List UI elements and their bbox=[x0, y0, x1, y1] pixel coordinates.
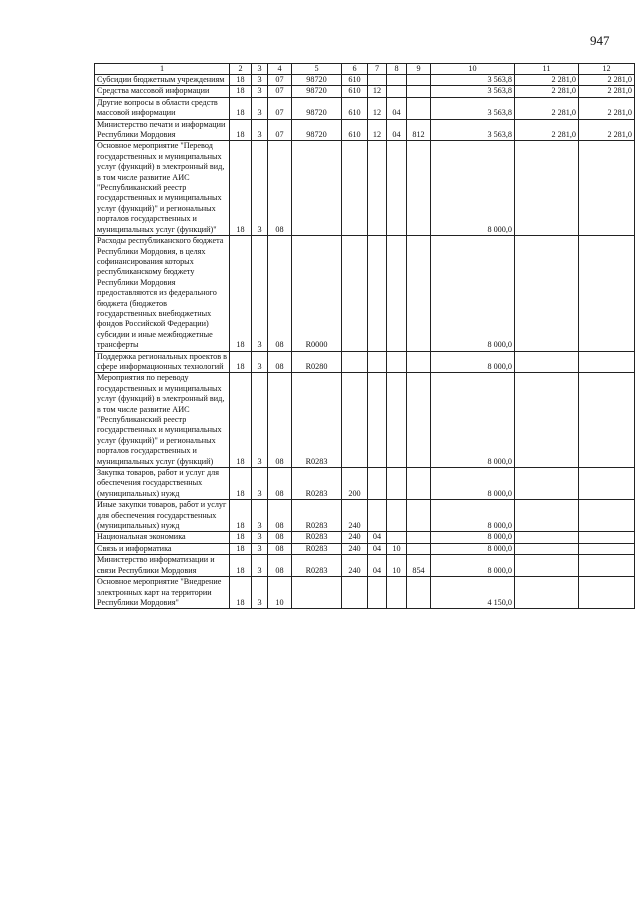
amount-col11-cell bbox=[515, 532, 579, 543]
target-article-cell: 98720 bbox=[292, 97, 342, 119]
code-cell: 07 bbox=[268, 86, 292, 97]
column-header: 6 bbox=[342, 64, 368, 75]
ministry-code-cell bbox=[407, 468, 431, 500]
row-name-cell: Средства массовой информации bbox=[95, 86, 230, 97]
target-article-cell: R0283 bbox=[292, 373, 342, 468]
amount-col10-cell: 8 000,0 bbox=[431, 500, 515, 532]
chapter-cell: 12 bbox=[368, 97, 387, 119]
code-cell: 08 bbox=[268, 532, 292, 543]
table-row bbox=[95, 75, 635, 86]
code-cell: 08 bbox=[268, 555, 292, 577]
section-cell: 18 bbox=[230, 236, 252, 351]
expense-type-cell bbox=[342, 236, 368, 351]
chapter-cell: 04 bbox=[368, 555, 387, 577]
amount-col11-cell bbox=[515, 500, 579, 532]
column-header: 5 bbox=[292, 64, 342, 75]
table-row bbox=[95, 543, 635, 554]
expense-type-cell bbox=[342, 373, 368, 468]
section-cell: 18 bbox=[230, 119, 252, 141]
table-row bbox=[95, 532, 635, 543]
target-article-cell: R0000 bbox=[292, 236, 342, 351]
amount-col11-cell bbox=[515, 351, 579, 373]
table-row bbox=[95, 500, 635, 532]
page-number: 947 bbox=[590, 33, 610, 48]
row-name-cell: Мероприятия по переводу государственных и муниципальных услуг (функций) в электронный вид, в том числе развитие АИС "Республиканский реестр государственных и муниципальных услуг (функций)" и региональных порталов государственных и муниципальных услуг (функций) bbox=[95, 373, 230, 468]
table-header-row bbox=[95, 64, 635, 75]
table-row bbox=[95, 86, 635, 97]
ministry-code-cell bbox=[407, 75, 431, 86]
row-name-cell: Связь и информатика bbox=[95, 543, 230, 554]
chapter-cell bbox=[368, 468, 387, 500]
table-row bbox=[95, 119, 635, 141]
target-article-cell: 98720 bbox=[292, 86, 342, 97]
amount-col11-cell bbox=[515, 373, 579, 468]
subchapter-cell bbox=[387, 236, 407, 351]
ministry-code-cell bbox=[407, 97, 431, 119]
amount-col10-cell: 8 000,0 bbox=[431, 236, 515, 351]
subsection-cell: 3 bbox=[252, 97, 268, 119]
subchapter-cell: 10 bbox=[387, 543, 407, 554]
column-header: 4 bbox=[268, 64, 292, 75]
column-header: 1 bbox=[95, 64, 230, 75]
column-header: 10 bbox=[431, 64, 515, 75]
subchapter-cell: 04 bbox=[387, 119, 407, 141]
code-cell: 08 bbox=[268, 468, 292, 500]
target-article-cell: R0283 bbox=[292, 543, 342, 554]
amount-col11-cell: 2 281,0 bbox=[515, 119, 579, 141]
expense-type-cell: 610 bbox=[342, 119, 368, 141]
code-cell: 08 bbox=[268, 500, 292, 532]
column-header: 11 bbox=[515, 64, 579, 75]
table-row bbox=[95, 141, 635, 236]
code-cell: 08 bbox=[268, 351, 292, 373]
amount-col11-cell bbox=[515, 141, 579, 236]
subsection-cell: 3 bbox=[252, 119, 268, 141]
table-row bbox=[95, 577, 635, 609]
chapter-cell bbox=[368, 75, 387, 86]
row-name-cell: Другие вопросы в области средств массовой информации bbox=[95, 97, 230, 119]
row-name-cell: Поддержка региональных проектов в сфере информационных технологий bbox=[95, 351, 230, 373]
section-cell: 18 bbox=[230, 97, 252, 119]
amount-col11-cell: 2 281,0 bbox=[515, 97, 579, 119]
code-cell: 07 bbox=[268, 97, 292, 119]
expense-type-cell: 610 bbox=[342, 97, 368, 119]
row-name-cell: Иные закупки товаров, работ и услуг для обеспечения государственных (муниципальных) нужд bbox=[95, 500, 230, 532]
row-name-cell: Национальная экономика bbox=[95, 532, 230, 543]
subsection-cell: 3 bbox=[252, 555, 268, 577]
section-cell: 18 bbox=[230, 500, 252, 532]
section-cell: 18 bbox=[230, 532, 252, 543]
subsection-cell: 3 bbox=[252, 86, 268, 97]
amount-col10-cell: 8 000,0 bbox=[431, 373, 515, 468]
amount-col10-cell: 8 000,0 bbox=[431, 468, 515, 500]
table-body bbox=[95, 75, 635, 609]
amount-col10-cell: 8 000,0 bbox=[431, 543, 515, 554]
amount-col10-cell: 3 563,8 bbox=[431, 119, 515, 141]
target-article-cell bbox=[292, 577, 342, 609]
ministry-code-cell bbox=[407, 351, 431, 373]
target-article-cell: 98720 bbox=[292, 75, 342, 86]
amount-col10-cell: 3 563,8 bbox=[431, 86, 515, 97]
amount-col12-cell: 2 281,0 bbox=[579, 75, 635, 86]
subsection-cell: 3 bbox=[252, 543, 268, 554]
code-cell: 07 bbox=[268, 119, 292, 141]
amount-col12-cell bbox=[579, 351, 635, 373]
amount-col11-cell bbox=[515, 468, 579, 500]
chapter-cell: 04 bbox=[368, 543, 387, 554]
subchapter-cell: 04 bbox=[387, 97, 407, 119]
amount-col11-cell bbox=[515, 577, 579, 609]
chapter-cell: 04 bbox=[368, 532, 387, 543]
amount-col11-cell bbox=[515, 543, 579, 554]
table-row bbox=[95, 468, 635, 500]
amount-col12-cell bbox=[579, 500, 635, 532]
ministry-code-cell bbox=[407, 543, 431, 554]
expense-type-cell bbox=[342, 577, 368, 609]
ministry-code-cell bbox=[407, 373, 431, 468]
amount-col11-cell bbox=[515, 555, 579, 577]
column-header: 3 bbox=[252, 64, 268, 75]
target-article-cell: R0283 bbox=[292, 532, 342, 543]
target-article-cell: R0283 bbox=[292, 555, 342, 577]
amount-col12-cell: 2 281,0 bbox=[579, 119, 635, 141]
table-row bbox=[95, 373, 635, 468]
subchapter-cell bbox=[387, 86, 407, 97]
ministry-code-cell bbox=[407, 236, 431, 351]
ministry-code-cell bbox=[407, 86, 431, 97]
ministry-code-cell bbox=[407, 141, 431, 236]
amount-col12-cell bbox=[579, 468, 635, 500]
table-row bbox=[95, 236, 635, 351]
amount-col10-cell: 3 563,8 bbox=[431, 97, 515, 119]
subchapter-cell: 10 bbox=[387, 555, 407, 577]
column-header: 8 bbox=[387, 64, 407, 75]
code-cell: 08 bbox=[268, 141, 292, 236]
column-header: 2 bbox=[230, 64, 252, 75]
expense-type-cell bbox=[342, 141, 368, 236]
target-article-cell: R0280 bbox=[292, 351, 342, 373]
amount-col10-cell: 8 000,0 bbox=[431, 555, 515, 577]
subsection-cell: 3 bbox=[252, 468, 268, 500]
code-cell: 08 bbox=[268, 543, 292, 554]
column-header: 12 bbox=[579, 64, 635, 75]
row-name-cell: Субсидии бюджетным учреждениям bbox=[95, 75, 230, 86]
amount-col12-cell: 2 281,0 bbox=[579, 97, 635, 119]
target-article-cell: R0283 bbox=[292, 500, 342, 532]
amount-col11-cell bbox=[515, 236, 579, 351]
amount-col11-cell: 2 281,0 bbox=[515, 75, 579, 86]
section-cell: 18 bbox=[230, 75, 252, 86]
amount-col11-cell: 2 281,0 bbox=[515, 86, 579, 97]
amount-col10-cell: 4 150,0 bbox=[431, 577, 515, 609]
code-cell: 08 bbox=[268, 236, 292, 351]
amount-col10-cell: 8 000,0 bbox=[431, 141, 515, 236]
amount-col12-cell: 2 281,0 bbox=[579, 86, 635, 97]
target-article-cell: 98720 bbox=[292, 119, 342, 141]
section-cell: 18 bbox=[230, 555, 252, 577]
ministry-code-cell: 812 bbox=[407, 119, 431, 141]
row-name-cell: Министерство печати и информации Республики Мордовия bbox=[95, 119, 230, 141]
subsection-cell: 3 bbox=[252, 141, 268, 236]
column-header: 9 bbox=[407, 64, 431, 75]
table-row bbox=[95, 351, 635, 373]
subchapter-cell bbox=[387, 468, 407, 500]
chapter-cell bbox=[368, 373, 387, 468]
section-cell: 18 bbox=[230, 373, 252, 468]
chapter-cell: 12 bbox=[368, 86, 387, 97]
code-cell: 07 bbox=[268, 75, 292, 86]
target-article-cell: R0283 bbox=[292, 468, 342, 500]
ministry-code-cell: 854 bbox=[407, 555, 431, 577]
subsection-cell: 3 bbox=[252, 351, 268, 373]
code-cell: 08 bbox=[268, 373, 292, 468]
amount-col10-cell: 3 563,8 bbox=[431, 75, 515, 86]
row-name-cell: Основное мероприятие "Внедрение электронных карт на территории Республики Мордовия" bbox=[95, 577, 230, 609]
subchapter-cell bbox=[387, 532, 407, 543]
subchapter-cell bbox=[387, 75, 407, 86]
chapter-cell bbox=[368, 500, 387, 532]
chapter-cell bbox=[368, 141, 387, 236]
ministry-code-cell bbox=[407, 500, 431, 532]
amount-col12-cell bbox=[579, 555, 635, 577]
table-row bbox=[95, 555, 635, 577]
expense-type-cell: 200 bbox=[342, 468, 368, 500]
amount-col12-cell bbox=[579, 543, 635, 554]
code-cell: 10 bbox=[268, 577, 292, 609]
section-cell: 18 bbox=[230, 577, 252, 609]
row-name-cell: Министерство информатизации и связи Республики Мордовия bbox=[95, 555, 230, 577]
expense-type-cell: 610 bbox=[342, 86, 368, 97]
row-name-cell: Закупка товаров, работ и услуг для обеспечения государственных (муниципальных) нужд bbox=[95, 468, 230, 500]
amount-col12-cell bbox=[579, 373, 635, 468]
subchapter-cell bbox=[387, 351, 407, 373]
expense-type-cell: 240 bbox=[342, 555, 368, 577]
expense-type-cell: 240 bbox=[342, 543, 368, 554]
chapter-cell bbox=[368, 236, 387, 351]
section-cell: 18 bbox=[230, 141, 252, 236]
target-article-cell bbox=[292, 141, 342, 236]
row-name-cell: Основное мероприятие "Перевод государственных и муниципальных услуг (функций) в электронный вид, в том числе развитие АИС "Республиканский реестр государственных и муниципальных услуг (функций)" и региональных порталов государственных и муниципальных услуг (функций)" bbox=[95, 141, 230, 236]
expense-type-cell: 610 bbox=[342, 75, 368, 86]
amount-col12-cell bbox=[579, 577, 635, 609]
column-header: 7 bbox=[368, 64, 387, 75]
section-cell: 18 bbox=[230, 351, 252, 373]
amount-col12-cell bbox=[579, 532, 635, 543]
chapter-cell: 12 bbox=[368, 119, 387, 141]
amount-col12-cell bbox=[579, 236, 635, 351]
expense-type-cell bbox=[342, 351, 368, 373]
subsection-cell: 3 bbox=[252, 236, 268, 351]
budget-table bbox=[94, 63, 635, 609]
subchapter-cell bbox=[387, 373, 407, 468]
section-cell: 18 bbox=[230, 543, 252, 554]
subsection-cell: 3 bbox=[252, 577, 268, 609]
expense-type-cell: 240 bbox=[342, 532, 368, 543]
subchapter-cell bbox=[387, 500, 407, 532]
subsection-cell: 3 bbox=[252, 500, 268, 532]
subsection-cell: 3 bbox=[252, 75, 268, 86]
row-name-cell: Расходы республиканского бюджета Республики Мордовия, в целях софинансирования которых республиканскому бюджету Республики Мордовия предоставляются из федерального бюджета (бюджетов государственных внебюджетных фондов Российской Федерации) субсидии и иные межбюджетные трансферты bbox=[95, 236, 230, 351]
ministry-code-cell bbox=[407, 577, 431, 609]
chapter-cell bbox=[368, 577, 387, 609]
amount-col10-cell: 8 000,0 bbox=[431, 351, 515, 373]
ministry-code-cell bbox=[407, 532, 431, 543]
table-row bbox=[95, 97, 635, 119]
amount-col10-cell: 8 000,0 bbox=[431, 532, 515, 543]
expense-type-cell: 240 bbox=[342, 500, 368, 532]
chapter-cell bbox=[368, 351, 387, 373]
subchapter-cell bbox=[387, 577, 407, 609]
subsection-cell: 3 bbox=[252, 373, 268, 468]
amount-col12-cell bbox=[579, 141, 635, 236]
section-cell: 18 bbox=[230, 86, 252, 97]
section-cell: 18 bbox=[230, 468, 252, 500]
subchapter-cell bbox=[387, 141, 407, 236]
subsection-cell: 3 bbox=[252, 532, 268, 543]
